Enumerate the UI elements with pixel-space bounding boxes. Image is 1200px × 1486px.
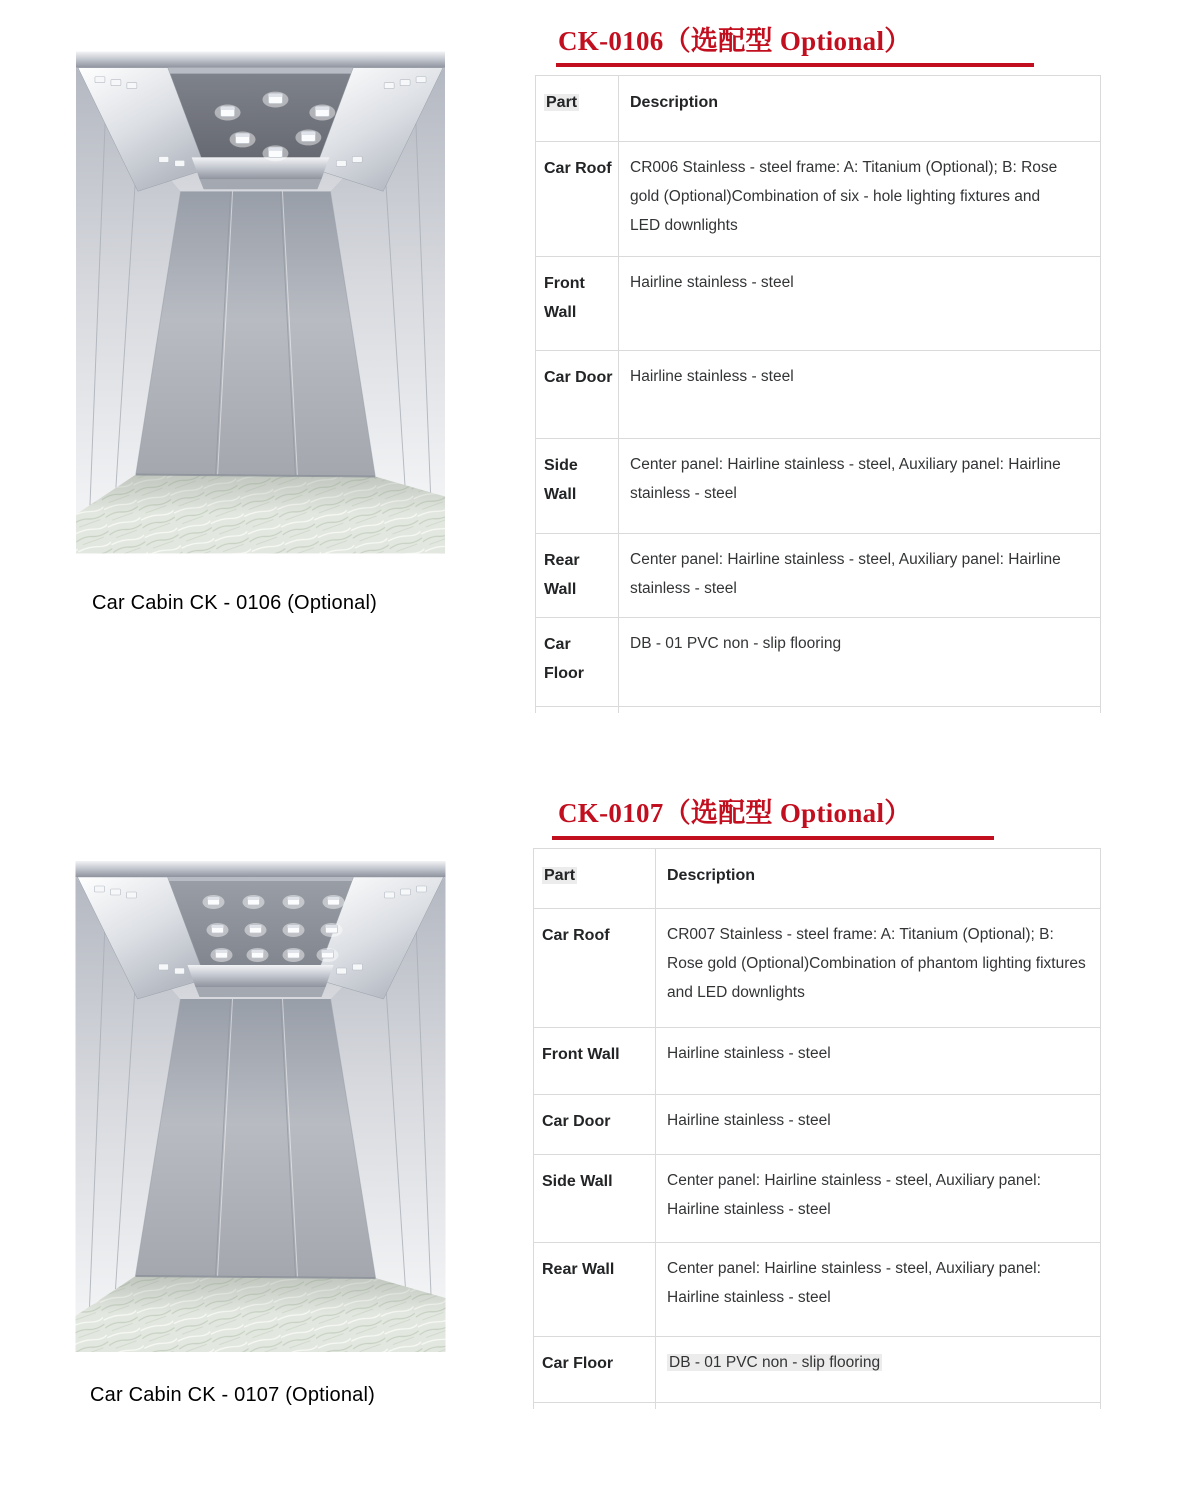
description-cell: CR006 Stainless - steel frame: A: Titanium (Optional); B: Rose gold (Optional)Combination of six - hole lighting fixtures and LED downlights xyxy=(619,142,1101,257)
part-cell: Side Wall xyxy=(534,1155,656,1243)
table-row xyxy=(534,1095,1101,1155)
part-cell: Car Door xyxy=(536,351,619,439)
description-cell: Hairline stainless - steel xyxy=(656,1095,1101,1155)
description-cell: Hairline stainless - steel xyxy=(619,351,1101,439)
part-cell: Rear Wall xyxy=(534,1243,656,1337)
car-cabin-illustration xyxy=(76,51,445,554)
description-cell: Center panel: Hairline stainless - steel, Auxiliary panel: Hairline stainless - steel xyxy=(656,1243,1101,1337)
title-underline-ck-0107 xyxy=(552,836,994,840)
column-header-part xyxy=(534,849,656,909)
highlighted-description: DB - 01 PVC non - slip flooring xyxy=(669,1354,881,1371)
elevator-car-cabin-ck-0106-photo xyxy=(76,51,445,554)
part-header-label: Part xyxy=(546,94,578,111)
clipped-row-stub xyxy=(534,1403,1101,1410)
description-cell: Hairline stainless - steel xyxy=(656,1028,1101,1095)
part-cell: Side Wall xyxy=(536,439,619,534)
part-cell: Front Wall xyxy=(534,1028,656,1095)
column-header-description: Description xyxy=(619,76,1101,142)
description-cell xyxy=(656,1337,1101,1403)
car-cabin-illustration xyxy=(75,861,446,1352)
table-row xyxy=(536,142,1101,257)
title-underline-ck-0106 xyxy=(556,63,1034,67)
spec-table-ck-0106 xyxy=(535,75,1101,713)
column-header-description: Description xyxy=(656,849,1101,909)
ceiling-band-shadow xyxy=(200,179,322,189)
description-cell: Center panel: Hairline stainless - steel, Auxiliary panel: Hairline stainless - steel xyxy=(656,1155,1101,1243)
image-caption-ck-0107: Car Cabin CK - 0107 (Optional) xyxy=(90,1384,376,1406)
table-row xyxy=(536,534,1101,618)
table-row xyxy=(536,351,1101,439)
part-cell: Car Floor xyxy=(534,1337,656,1403)
table-row xyxy=(534,909,1101,1028)
table-row xyxy=(534,1337,1101,1403)
description-cell: Hairline stainless - steel xyxy=(619,257,1101,351)
part-cell: Rear Wall xyxy=(536,534,619,618)
column-header-part xyxy=(536,76,619,142)
cabin-floor-shading xyxy=(76,475,445,554)
part-cell: Car Door xyxy=(534,1095,656,1155)
description-cell: DB - 01 PVC non - slip flooring xyxy=(619,618,1101,707)
clipped-row-stub xyxy=(536,707,1101,714)
table-row xyxy=(534,1243,1101,1337)
part-cell: Front Wall xyxy=(536,257,619,351)
spec-table-ck-0107 xyxy=(533,848,1101,1409)
ceiling-front-band xyxy=(192,157,330,179)
table-row xyxy=(536,439,1101,534)
image-caption-ck-0106: Car Cabin CK - 0106 (Optional) xyxy=(92,592,378,614)
description-cell: Center panel: Hairline stainless - steel, Auxiliary panel: Hairline stainless - steel xyxy=(619,439,1101,534)
part-cell: Car Roof xyxy=(536,142,619,257)
ceiling-top-band xyxy=(76,861,446,877)
elevator-car-cabin-ck-0107-photo xyxy=(75,861,446,1352)
description-cell: Center panel: Hairline stainless - steel, Auxiliary panel: Hairline stainless - steel xyxy=(619,534,1101,618)
cabin-floor-shading xyxy=(76,1276,446,1352)
table-row xyxy=(536,257,1101,351)
section-title-ck-0106: CK-0106（选配型 Optional） xyxy=(558,26,912,56)
part-header-label: Part xyxy=(544,867,576,884)
table-row xyxy=(534,1028,1101,1095)
part-cell: Car Floor xyxy=(536,618,619,707)
ceiling-front-band xyxy=(188,965,334,987)
section-title-ck-0107: CK-0107（选配型 Optional） xyxy=(558,798,912,828)
table-row xyxy=(536,618,1101,707)
part-cell: Car Roof xyxy=(534,909,656,1028)
ceiling-band-shadow xyxy=(196,987,326,997)
table-row xyxy=(534,1155,1101,1243)
ceiling-top-band xyxy=(76,52,445,68)
description-cell: CR007 Stainless - steel frame: A: Titanium (Optional); B: Rose gold (Optional)Combination of phantom lighting fixtures and LED downlights xyxy=(656,909,1101,1028)
